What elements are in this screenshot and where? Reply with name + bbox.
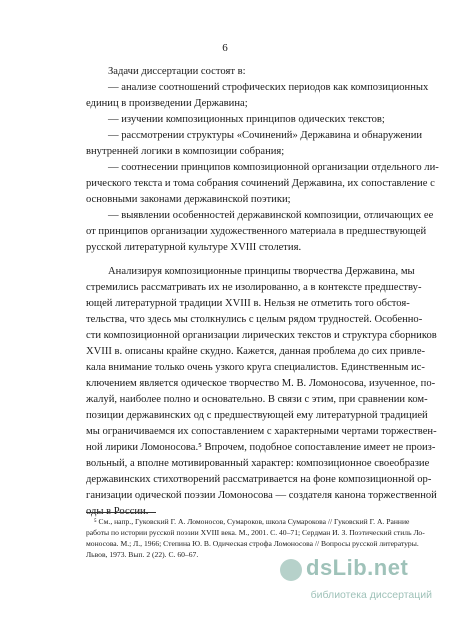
text-line: единиц в произведении Державина; (86, 98, 248, 109)
text-line: сти композиционной организации лирических текстов и структура сборников (86, 330, 437, 341)
body-text (86, 64, 439, 520)
text-line: тельства, что здесь мы столкнулись с целым рядом трудностей. Особенно- (86, 314, 423, 325)
watermark-dot-icon (280, 559, 302, 581)
text-line: стремились рассматривать их не изолированно, а в контексте предшеству- (86, 282, 422, 293)
text-line: русской литературной культуре XVIII столетия. (86, 242, 302, 253)
text-line: — анализе соотношений строфических периодов как композиционных (108, 82, 429, 93)
paragraph-gap (86, 256, 402, 264)
watermark-name: dsLib.net (306, 555, 409, 580)
text-line: от принципов организации художественного материала в предшествующей (86, 226, 427, 237)
text-line: жалуй, наиболее полно и основательно. В связи с этим, при сравнении ком- (86, 394, 428, 405)
text-line: кала внимание только очень узкого круга специалистов. Единственным ис- (86, 362, 425, 373)
footnote-line: Львов, 1973. Вып. 2 (22). С. 60–67. (86, 550, 199, 559)
text-line: — рассмотрении структуры «Сочинений» Державина и обнаружении (108, 130, 423, 141)
text-line: основными законами державинской поэтики; (86, 194, 291, 205)
text-line: державинских стихотворений рассматривается на фоне композиционной ор- (86, 474, 432, 485)
text-line: внутренней логики в композиции собрания; (86, 146, 285, 157)
footnote-line: моносова. М.; Л., 1966; Степина Ю. В. Одическая строфа Ломоносова // Вопросы русской литературы. (86, 539, 419, 548)
footnote-line: работы по истории русской поэзии XVIII века. М., 2001. С. 40–71; Сердман И. З. Поэтический стиль Ло- (86, 528, 425, 537)
text-line: — соотнесении принципов композиционной организации отдельного ли- (108, 162, 439, 173)
text-line: Задачи диссертации состоят в: (108, 66, 246, 77)
text-line: XVIII в. описаны крайне скудно. Кажется, данная проблема до сих привле- (86, 346, 426, 357)
text-line: ключением является одическое творчество М. В. Ломоносова, изученное, по- (86, 378, 436, 389)
watermark-subtitle: библиотека диссертаций (310, 589, 432, 601)
text-line: ющей литературной традиции XVIII в. Нельзя не отметить того обстоя- (86, 298, 410, 309)
text-line: мы ограничиваемся их сопоставлением с характерными чертами торжествен- (86, 426, 437, 437)
watermark-logo (262, 553, 432, 609)
text-line: — выявлении особенностей державинской композиции, отличающих ее (108, 210, 434, 221)
text-line: позиции державинских од с предшествующей ему литературной традицией (86, 410, 428, 421)
text-line: рического текста и тома собрания сочинений Державина, их сопоставление с (86, 178, 435, 189)
text-line: вольный, а вполне мотивированный характер: композиционное своеобразие (86, 458, 430, 469)
footnote-line: ⁵ См., напр., Гуковский Г. А. Ломоносов, Сумароков, школа Сумарокова // Гуковский Г. А. Ранние (94, 517, 410, 526)
page-number: 6 (222, 42, 228, 54)
text-line: ганизации одической поэзии Ломоносова — создателя канона торжественной (86, 490, 437, 501)
text-line: Анализируя композиционные принципы творчества Державина, мы (108, 266, 415, 277)
footnote-divider (86, 512, 156, 513)
text-line: оды в России. (86, 506, 149, 517)
text-line: ной лирики Ломоносова.⁵ Впрочем, подобное сопоставление имеет не произ- (86, 442, 436, 453)
text-line: — изучении композиционных принципов одических текстов; (108, 114, 385, 125)
